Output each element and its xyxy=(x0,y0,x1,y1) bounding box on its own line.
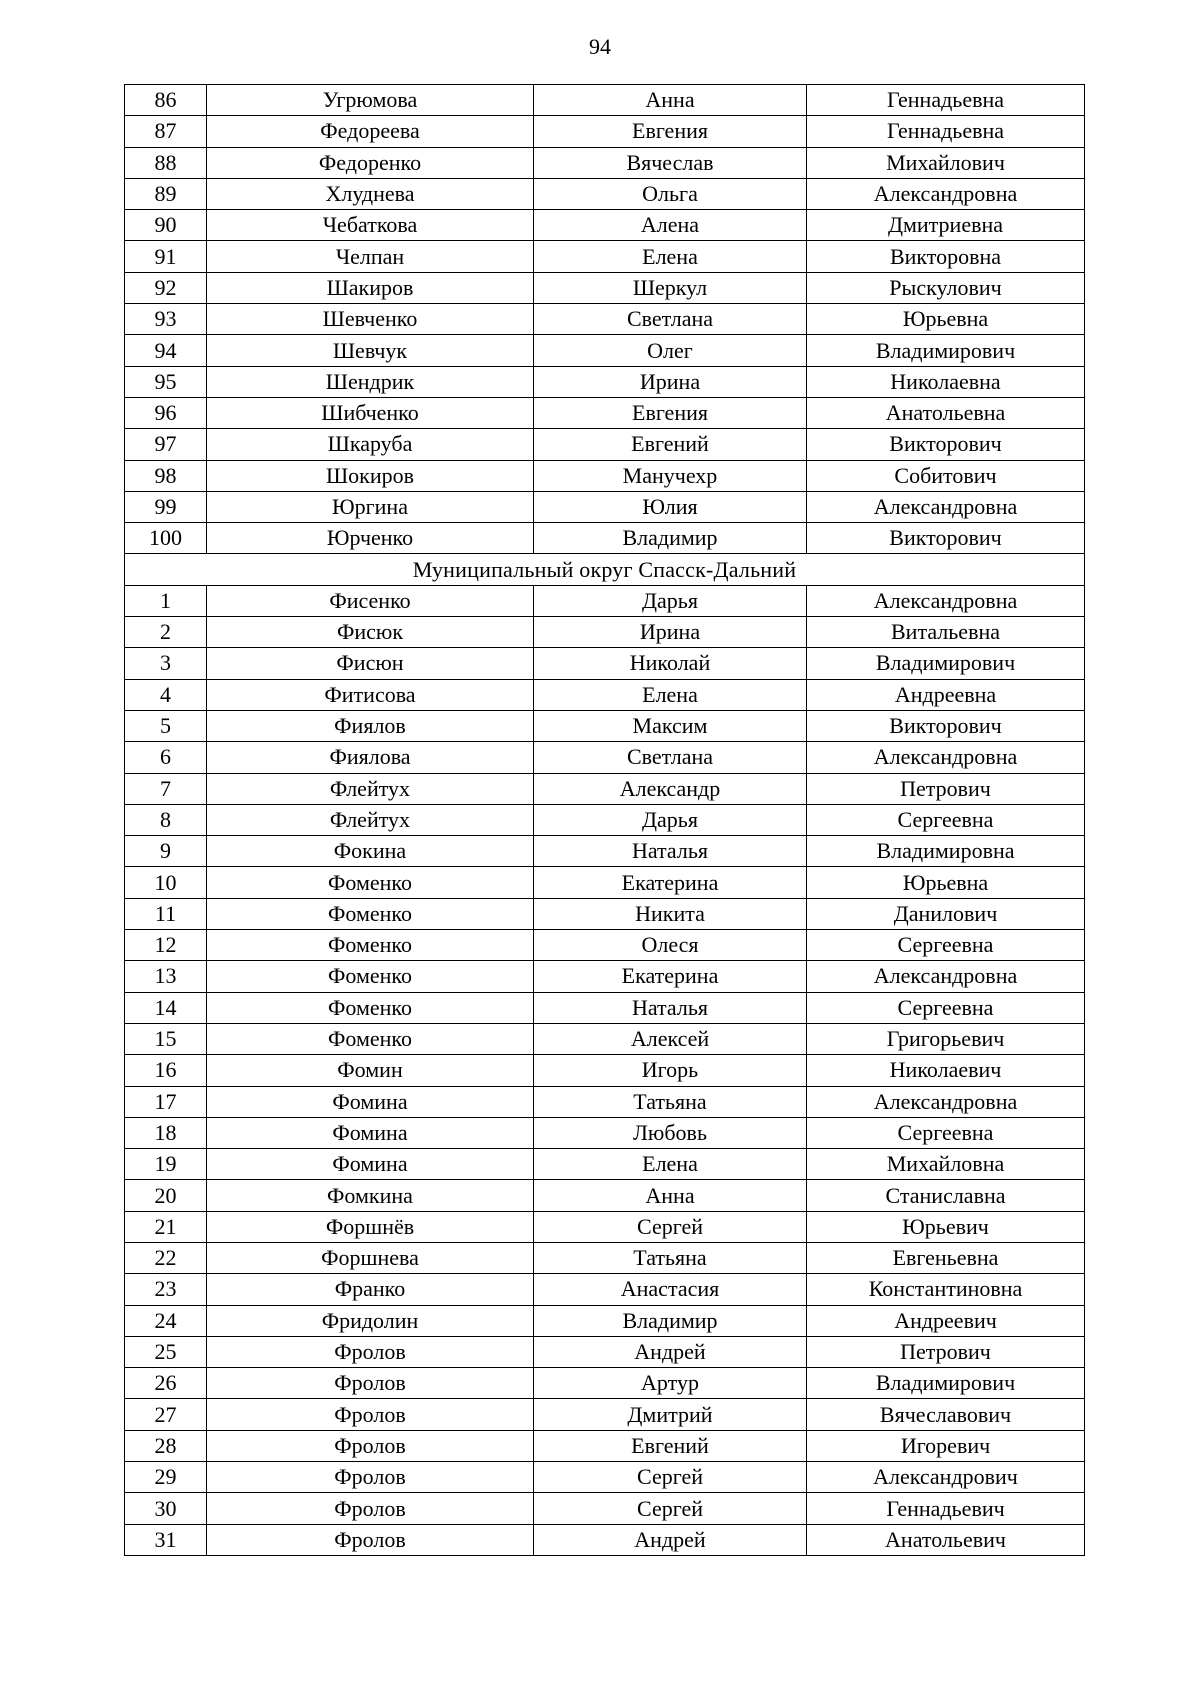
row-number-cell: 88 xyxy=(125,147,207,178)
patronymic-cell: Викторовна xyxy=(807,241,1085,272)
table-row xyxy=(125,836,1085,867)
row-number-cell: 10 xyxy=(125,867,207,898)
row-number-cell: 12 xyxy=(125,930,207,961)
table-row xyxy=(125,585,1085,616)
table-row xyxy=(125,1149,1085,1180)
patronymic-cell: Михайлович xyxy=(807,147,1085,178)
table-row xyxy=(125,617,1085,648)
first-name-cell: Светлана xyxy=(534,304,807,335)
row-number-cell: 26 xyxy=(125,1368,207,1399)
first-name-cell: Владимир xyxy=(534,523,807,554)
last-name-cell: Фоменко xyxy=(207,898,534,929)
last-name-cell: Фиялова xyxy=(207,742,534,773)
row-number-cell: 92 xyxy=(125,272,207,303)
patronymic-cell: Викторович xyxy=(807,429,1085,460)
row-number-cell: 22 xyxy=(125,1242,207,1273)
first-name-cell: Елена xyxy=(534,679,807,710)
first-name-cell: Владимир xyxy=(534,1305,807,1336)
patronymic-cell: Сергеевна xyxy=(807,992,1085,1023)
last-name-cell: Чебаткова xyxy=(207,210,534,241)
row-number-cell: 4 xyxy=(125,679,207,710)
table-row xyxy=(125,210,1085,241)
first-name-cell: Наталья xyxy=(534,992,807,1023)
last-name-cell: Фитисова xyxy=(207,679,534,710)
last-name-cell: Фоменко xyxy=(207,992,534,1023)
patronymic-cell: Николаевна xyxy=(807,366,1085,397)
row-number-cell: 2 xyxy=(125,617,207,648)
first-name-cell: Сергей xyxy=(534,1462,807,1493)
first-name-cell: Елена xyxy=(534,241,807,272)
table-row xyxy=(125,116,1085,147)
patronymic-cell: Викторович xyxy=(807,523,1085,554)
row-number-cell: 11 xyxy=(125,898,207,929)
table-row xyxy=(125,1524,1085,1555)
first-name-cell: Сергей xyxy=(534,1493,807,1524)
first-name-cell: Сергей xyxy=(534,1211,807,1242)
table-row xyxy=(125,304,1085,335)
last-name-cell: Флейтух xyxy=(207,804,534,835)
first-name-cell: Манучехр xyxy=(534,460,807,491)
first-name-cell: Олег xyxy=(534,335,807,366)
table-row xyxy=(125,1086,1085,1117)
first-name-cell: Татьяна xyxy=(534,1086,807,1117)
row-number-cell: 86 xyxy=(125,85,207,116)
last-name-cell: Шкаруба xyxy=(207,429,534,460)
patronymic-cell: Юрьевич xyxy=(807,1211,1085,1242)
table-row xyxy=(125,961,1085,992)
table-row xyxy=(125,460,1085,491)
patronymic-cell: Владимировна xyxy=(807,836,1085,867)
row-number-cell: 87 xyxy=(125,116,207,147)
roster-body xyxy=(125,85,1085,1556)
table-row xyxy=(125,710,1085,741)
row-number-cell: 89 xyxy=(125,178,207,209)
table-row xyxy=(125,1430,1085,1461)
first-name-cell: Екатерина xyxy=(534,867,807,898)
first-name-cell: Евгений xyxy=(534,1430,807,1461)
patronymic-cell: Вячеславович xyxy=(807,1399,1085,1430)
table-row xyxy=(125,429,1085,460)
row-number-cell: 90 xyxy=(125,210,207,241)
table-row xyxy=(125,241,1085,272)
first-name-cell: Татьяна xyxy=(534,1242,807,1273)
table-row xyxy=(125,1242,1085,1273)
last-name-cell: Фролов xyxy=(207,1524,534,1555)
row-number-cell: 31 xyxy=(125,1524,207,1555)
row-number-cell: 7 xyxy=(125,773,207,804)
last-name-cell: Форшнева xyxy=(207,1242,534,1273)
last-name-cell: Фролов xyxy=(207,1368,534,1399)
table-row xyxy=(125,1493,1085,1524)
last-name-cell: Фисюн xyxy=(207,648,534,679)
row-number-cell: 8 xyxy=(125,804,207,835)
last-name-cell: Форшнёв xyxy=(207,1211,534,1242)
table-row xyxy=(125,804,1085,835)
row-number-cell: 96 xyxy=(125,397,207,428)
row-number-cell: 18 xyxy=(125,1117,207,1148)
roster-table xyxy=(124,84,1085,1556)
row-number-cell: 97 xyxy=(125,429,207,460)
last-name-cell: Шибченко xyxy=(207,397,534,428)
table-row xyxy=(125,648,1085,679)
patronymic-cell: Александровна xyxy=(807,491,1085,522)
row-number-cell: 98 xyxy=(125,460,207,491)
table-row xyxy=(125,1117,1085,1148)
patronymic-cell: Александрович xyxy=(807,1462,1085,1493)
last-name-cell: Фридолин xyxy=(207,1305,534,1336)
patronymic-cell: Петрович xyxy=(807,1336,1085,1367)
first-name-cell: Наталья xyxy=(534,836,807,867)
last-name-cell: Фомин xyxy=(207,1055,534,1086)
last-name-cell: Хлуднева xyxy=(207,178,534,209)
patronymic-cell: Анатольевна xyxy=(807,397,1085,428)
last-name-cell: Фролов xyxy=(207,1399,534,1430)
patronymic-cell: Геннадьевна xyxy=(807,116,1085,147)
first-name-cell: Елена xyxy=(534,1149,807,1180)
table-row xyxy=(125,742,1085,773)
table-row xyxy=(125,147,1085,178)
table-row xyxy=(125,1336,1085,1367)
last-name-cell: Фомина xyxy=(207,1117,534,1148)
first-name-cell: Евгения xyxy=(534,116,807,147)
first-name-cell: Андрей xyxy=(534,1524,807,1555)
table-row xyxy=(125,898,1085,929)
row-number-cell: 24 xyxy=(125,1305,207,1336)
first-name-cell: Никита xyxy=(534,898,807,929)
first-name-cell: Олеся xyxy=(534,930,807,961)
patronymic-cell: Данилович xyxy=(807,898,1085,929)
patronymic-cell: Витальевна xyxy=(807,617,1085,648)
first-name-cell: Вячеслав xyxy=(534,147,807,178)
row-number-cell: 13 xyxy=(125,961,207,992)
row-number-cell: 16 xyxy=(125,1055,207,1086)
last-name-cell: Шевченко xyxy=(207,304,534,335)
last-name-cell: Шакиров xyxy=(207,272,534,303)
row-number-cell: 14 xyxy=(125,992,207,1023)
table-row xyxy=(125,272,1085,303)
first-name-cell: Светлана xyxy=(534,742,807,773)
patronymic-cell: Константиновна xyxy=(807,1274,1085,1305)
last-name-cell: Фоменко xyxy=(207,867,534,898)
row-number-cell: 5 xyxy=(125,710,207,741)
patronymic-cell: Викторович xyxy=(807,710,1085,741)
table-row xyxy=(125,1305,1085,1336)
last-name-cell: Федоренко xyxy=(207,147,534,178)
table-row xyxy=(125,1368,1085,1399)
row-number-cell: 27 xyxy=(125,1399,207,1430)
table-row xyxy=(125,523,1085,554)
table-row xyxy=(125,1055,1085,1086)
table-row xyxy=(125,1274,1085,1305)
first-name-cell: Алена xyxy=(534,210,807,241)
patronymic-cell: Станиславна xyxy=(807,1180,1085,1211)
patronymic-cell: Александровна xyxy=(807,742,1085,773)
row-number-cell: 20 xyxy=(125,1180,207,1211)
row-number-cell: 95 xyxy=(125,366,207,397)
patronymic-cell: Юрьевна xyxy=(807,304,1085,335)
patronymic-cell: Сергеевна xyxy=(807,804,1085,835)
first-name-cell: Евгений xyxy=(534,429,807,460)
patronymic-cell: Петрович xyxy=(807,773,1085,804)
last-name-cell: Фисенко xyxy=(207,585,534,616)
first-name-cell: Анастасия xyxy=(534,1274,807,1305)
last-name-cell: Шевчук xyxy=(207,335,534,366)
first-name-cell: Артур xyxy=(534,1368,807,1399)
table-row xyxy=(125,1462,1085,1493)
patronymic-cell: Владимирович xyxy=(807,335,1085,366)
table-row xyxy=(125,679,1085,710)
first-name-cell: Юлия xyxy=(534,491,807,522)
table-row xyxy=(125,491,1085,522)
table-row xyxy=(125,1180,1085,1211)
table-row xyxy=(125,930,1085,961)
patronymic-cell: Александровна xyxy=(807,585,1085,616)
last-name-cell: Фиялов xyxy=(207,710,534,741)
patronymic-cell: Андреевич xyxy=(807,1305,1085,1336)
first-name-cell: Ирина xyxy=(534,366,807,397)
table-row xyxy=(125,1211,1085,1242)
patronymic-cell: Александровна xyxy=(807,1086,1085,1117)
last-name-cell: Фомина xyxy=(207,1086,534,1117)
last-name-cell: Угрюмова xyxy=(207,85,534,116)
row-number-cell: 6 xyxy=(125,742,207,773)
last-name-cell: Юрченко xyxy=(207,523,534,554)
row-number-cell: 99 xyxy=(125,491,207,522)
first-name-cell: Анна xyxy=(534,85,807,116)
last-name-cell: Юргина xyxy=(207,491,534,522)
last-name-cell: Фисюк xyxy=(207,617,534,648)
first-name-cell: Любовь xyxy=(534,1117,807,1148)
patronymic-cell: Владимирович xyxy=(807,1368,1085,1399)
last-name-cell: Фоменко xyxy=(207,930,534,961)
first-name-cell: Николай xyxy=(534,648,807,679)
patronymic-cell: Михайловна xyxy=(807,1149,1085,1180)
first-name-cell: Максим xyxy=(534,710,807,741)
patronymic-cell: Андреевна xyxy=(807,679,1085,710)
patronymic-cell: Владимирович xyxy=(807,648,1085,679)
row-number-cell: 100 xyxy=(125,523,207,554)
row-number-cell: 25 xyxy=(125,1336,207,1367)
last-name-cell: Фоменко xyxy=(207,1023,534,1054)
row-number-cell: 23 xyxy=(125,1274,207,1305)
last-name-cell: Шокиров xyxy=(207,460,534,491)
last-name-cell: Шендрик xyxy=(207,366,534,397)
patronymic-cell: Александровна xyxy=(807,178,1085,209)
row-number-cell: 21 xyxy=(125,1211,207,1242)
row-number-cell: 94 xyxy=(125,335,207,366)
last-name-cell: Фролов xyxy=(207,1336,534,1367)
section-title: Муниципальный округ Спасск-Дальний xyxy=(125,554,1085,585)
patronymic-cell: Александровна xyxy=(807,961,1085,992)
table-row xyxy=(125,397,1085,428)
patronymic-cell: Юрьевна xyxy=(807,867,1085,898)
patronymic-cell: Геннадьевич xyxy=(807,1493,1085,1524)
last-name-cell: Федореева xyxy=(207,116,534,147)
last-name-cell: Фомина xyxy=(207,1149,534,1180)
row-number-cell: 91 xyxy=(125,241,207,272)
table-row xyxy=(125,867,1085,898)
last-name-cell: Челпан xyxy=(207,241,534,272)
last-name-cell: Фомкина xyxy=(207,1180,534,1211)
first-name-cell: Екатерина xyxy=(534,961,807,992)
patronymic-cell: Собитович xyxy=(807,460,1085,491)
table-row xyxy=(125,1023,1085,1054)
row-number-cell: 93 xyxy=(125,304,207,335)
section-header-row xyxy=(125,554,1085,585)
patronymic-cell: Сергеевна xyxy=(807,930,1085,961)
patronymic-cell: Григорьевич xyxy=(807,1023,1085,1054)
row-number-cell: 1 xyxy=(125,585,207,616)
row-number-cell: 28 xyxy=(125,1430,207,1461)
patronymic-cell: Сергеевна xyxy=(807,1117,1085,1148)
last-name-cell: Фокина xyxy=(207,836,534,867)
last-name-cell: Фролов xyxy=(207,1493,534,1524)
first-name-cell: Дарья xyxy=(534,804,807,835)
first-name-cell: Анна xyxy=(534,1180,807,1211)
last-name-cell: Фролов xyxy=(207,1430,534,1461)
first-name-cell: Александр xyxy=(534,773,807,804)
first-name-cell: Дмитрий xyxy=(534,1399,807,1430)
first-name-cell: Ольга xyxy=(534,178,807,209)
last-name-cell: Фоменко xyxy=(207,961,534,992)
patronymic-cell: Анатольевич xyxy=(807,1524,1085,1555)
table-row xyxy=(125,178,1085,209)
table-row xyxy=(125,366,1085,397)
first-name-cell: Игорь xyxy=(534,1055,807,1086)
row-number-cell: 29 xyxy=(125,1462,207,1493)
first-name-cell: Шеркул xyxy=(534,272,807,303)
last-name-cell: Франко xyxy=(207,1274,534,1305)
patronymic-cell: Геннадьевна xyxy=(807,85,1085,116)
table-row xyxy=(125,335,1085,366)
table-row xyxy=(125,773,1085,804)
patronymic-cell: Евгеньевна xyxy=(807,1242,1085,1273)
row-number-cell: 17 xyxy=(125,1086,207,1117)
table-row xyxy=(125,85,1085,116)
last-name-cell: Флейтух xyxy=(207,773,534,804)
row-number-cell: 3 xyxy=(125,648,207,679)
patronymic-cell: Рыскулович xyxy=(807,272,1085,303)
first-name-cell: Ирина xyxy=(534,617,807,648)
last-name-cell: Фролов xyxy=(207,1462,534,1493)
patronymic-cell: Николаевич xyxy=(807,1055,1085,1086)
first-name-cell: Алексей xyxy=(534,1023,807,1054)
patronymic-cell: Дмитриевна xyxy=(807,210,1085,241)
row-number-cell: 30 xyxy=(125,1493,207,1524)
table-row xyxy=(125,1399,1085,1430)
first-name-cell: Дарья xyxy=(534,585,807,616)
row-number-cell: 9 xyxy=(125,836,207,867)
row-number-cell: 15 xyxy=(125,1023,207,1054)
patronymic-cell: Игоревич xyxy=(807,1430,1085,1461)
first-name-cell: Евгения xyxy=(534,397,807,428)
table-row xyxy=(125,992,1085,1023)
page-number: 94 xyxy=(589,34,611,59)
first-name-cell: Андрей xyxy=(534,1336,807,1367)
row-number-cell: 19 xyxy=(125,1149,207,1180)
